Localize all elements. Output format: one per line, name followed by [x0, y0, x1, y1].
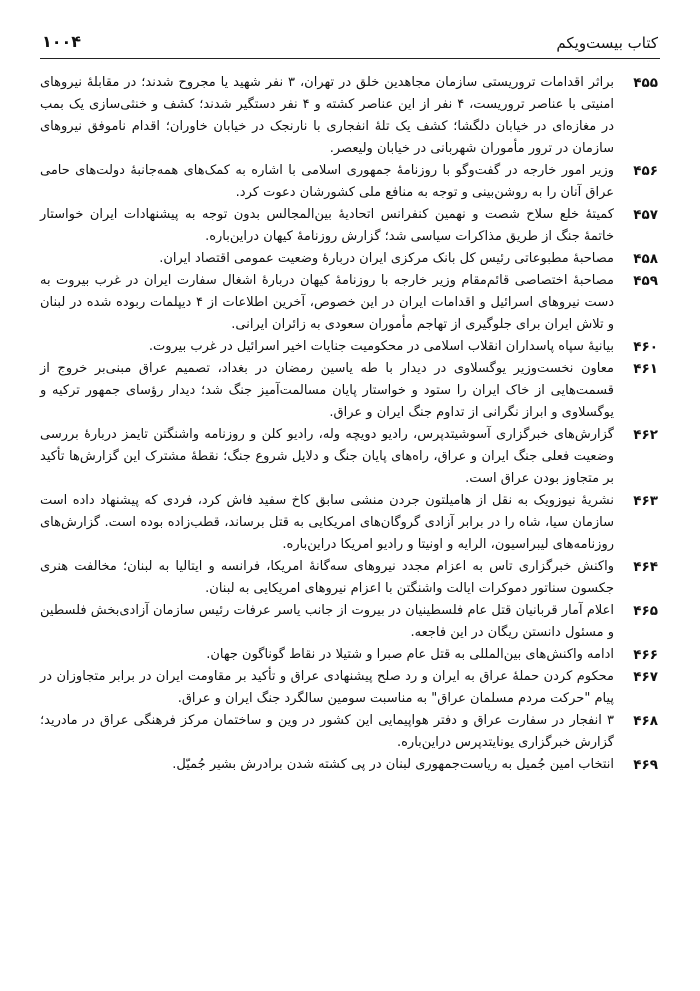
entry-number: ۴۶۰ [633, 339, 658, 355]
chronology-entry [40, 336, 658, 358]
chronology-entry [40, 490, 658, 556]
entry-text: ادامه واکنش‌های بین‌المللی به قتل عام صبرا و شتیلا در نقاط گوناگون جهان. [206, 647, 614, 662]
entry-text: گزارش‌های خبرگزاری آسوشیتدپرس، رادیو دویچه وله، رادیو کلن و روزنامه واشنگتن تایمز دربارهٔ بررسی وضعیت فعلی جنگ ایران و عراق، راه‌های پایان جنگ و دلایل شروع جنگ؛ نقطهٔ مشترک این گزارش‌ها تأکید بر متجاوز بودن عراق است. [40, 427, 614, 486]
entry-text: مصاحبهٔ مطبوعاتی رئیس کل بانک مرکزی ایران دربارهٔ وضعیت عمومی اقتصاد ایران. [159, 251, 614, 266]
entry-text: مصاحبهٔ اختصاصی قائم‌مقام وزیر خارجه با روزنامهٔ کیهان دربارهٔ اشغال سفارت ایران در غرب بیروت به دست نیروهای اسرائیل و اقدامات ایران در این خصوص، آخرین اطلاعات از ۴ دیپلمات ربوده شده در لبنان و تلاش ایران برای جلوگیری از تهاجم مأموران سعودی به زائران ایرانی. [40, 273, 614, 332]
entry-number: ۴۶۴ [633, 559, 658, 575]
entry-number: ۴۶۵ [633, 603, 658, 619]
entry-number: ۴۶۳ [633, 493, 658, 509]
entry-number: ۴۶۷ [633, 669, 658, 685]
entry-number: ۴۶۶ [633, 647, 658, 663]
entry-text: کمیتهٔ خلع سلاح شصت و نهمین کنفرانس اتحادیهٔ بین‌المجالس بدون توجه به پیشنهادات ایران خواستار خاتمهٔ جنگ از طریق مذاکرات سیاسی شد؛ گزارش روزنامهٔ کیهان دراین‌باره. [40, 207, 614, 244]
entry-text: واکنش خبرگزاری تاس به اعزام مجدد نیروهای سه‌گانهٔ امریکا، فرانسه و ایتالیا به لبنان؛ مخالفت هنری جکسون سناتور دموکرات ایالت واشنگتن با اعزام نیروهای امریکایی به لبنان. [40, 559, 614, 596]
entry-text: انتخاب امین جُمیل به ریاست‌جمهوری لبنان در پی کشته شدن برادرش بشیر جُمیّل. [172, 757, 614, 772]
chronology-entries [40, 72, 658, 776]
book-title: کتاب بیست‌ویکم [556, 34, 658, 52]
chronology-entry [40, 644, 658, 666]
chronology-entry [40, 424, 658, 490]
entry-text: اعلام آمار قربانیان قتل عام فلسطینیان در بیروت از جانب یاسر عرفات رئیس سازمان آزادی‌بخش فلسطین و مسئول دانستن ریگان در این فاجعه. [40, 603, 614, 640]
chronology-entry [40, 358, 658, 424]
entry-text: محکوم کردن حملهٔ عراق به ایران و رد صلح پیشنهادی عراق و تأکید بر مقاومت ایران در برابر متجاوزان در پیام "حرکت مردم مسلمان عراق" به مناسبت سومین سالگرد جنگ ایران و عراق. [40, 669, 614, 706]
entry-number: ۴۶۱ [633, 361, 658, 377]
chronology-entry [40, 270, 658, 336]
entry-number: ۴۵۷ [633, 207, 658, 223]
chronology-entry [40, 710, 658, 754]
entry-text: براثر اقدامات تروریستی سازمان مجاهدین خلق در تهران، ۳ نفر شهید یا مجروح شدند؛ در مقابلهٔ نیروهای امنیتی با عناصر تروریست، ۴ نفر از این عناصر کشته و ۴ نفر دستگیر شدند؛ کشف و خنثی‌سازی یک بمب در مغازه‌ای در خیابان دلگشا؛ کشف یک تلهٔ انفجاری با نارنجک در خیابان خاوران؛ اقدام ناموفق نیروهای سازمان در ترور مأموران شهربانی در خیابان ولیعصر. [40, 75, 614, 156]
chronology-entry [40, 204, 658, 248]
chronology-entry [40, 248, 658, 270]
entry-number: ۴۶۹ [633, 757, 658, 773]
page-header [40, 30, 660, 59]
entry-text: ۳ انفجار در سفارت عراق و دفتر هواپیمایی این کشور در وین و ساختمان مرکز فرهنگی عراق در مادرید؛ گزارش خبرگزاری یونایتدپرس دراین‌باره. [40, 713, 614, 750]
entry-number: ۴۵۶ [633, 163, 658, 179]
entry-number: ۴۶۲ [633, 427, 658, 443]
entry-number: ۴۶۸ [633, 713, 658, 729]
chronology-entry [40, 556, 658, 600]
entry-number: ۴۵۸ [633, 251, 658, 267]
entry-number: ۴۵۵ [633, 75, 658, 91]
entry-text: معاون نخست‌وزیر یوگسلاوی در دیدار با طه یاسین رمضان در بغداد، تصمیم عراق مبنی‌بر خروج از قسمت‌هایی از خاک ایران را ستود و خواستار پایان مسالمت‌آمیز جنگ شد؛ دیدار رؤسای جمهور ترکیه و یوگسلاوی و ابراز نگرانی از تداوم جنگ ایران و عراق. [40, 361, 614, 420]
chronology-entry [40, 72, 658, 160]
chronology-entry [40, 600, 658, 644]
entry-text: نشریهٔ نیوزویک به نقل از هامیلتون جردن منشی سابق کاخ سفید فاش کرد، فردی که پیشنهاد داده است سازمان سیا، شاه را در برابر آزادی گروگان‌های امریکایی به قتل برساند، قطب‌زاده بوده است. گزارش‌های روزنامه‌های لیبراسیون، الرایه و اونیتا و رادیو امریکا دراین‌باره. [40, 493, 614, 552]
chronology-entry [40, 160, 658, 204]
page-number: ۱۰۰۴ [42, 32, 82, 51]
entry-number: ۴۵۹ [633, 273, 658, 289]
chronology-entry [40, 666, 658, 710]
chronology-entry [40, 754, 658, 776]
entry-text: بیانیهٔ سپاه پاسداران انقلاب اسلامی در محکومیت جنایات اخیر اسرائیل در غرب بیروت. [148, 339, 614, 354]
entry-text: وزیر امور خارجه در گفت‌وگو با روزنامهٔ جمهوری اسلامی با اشاره به کمک‌های همه‌جانبهٔ دولت‌های حامی عراق آنان را به روشن‌بینی و توجه به منافع ملی کشورشان دعوت کرد. [40, 163, 614, 200]
